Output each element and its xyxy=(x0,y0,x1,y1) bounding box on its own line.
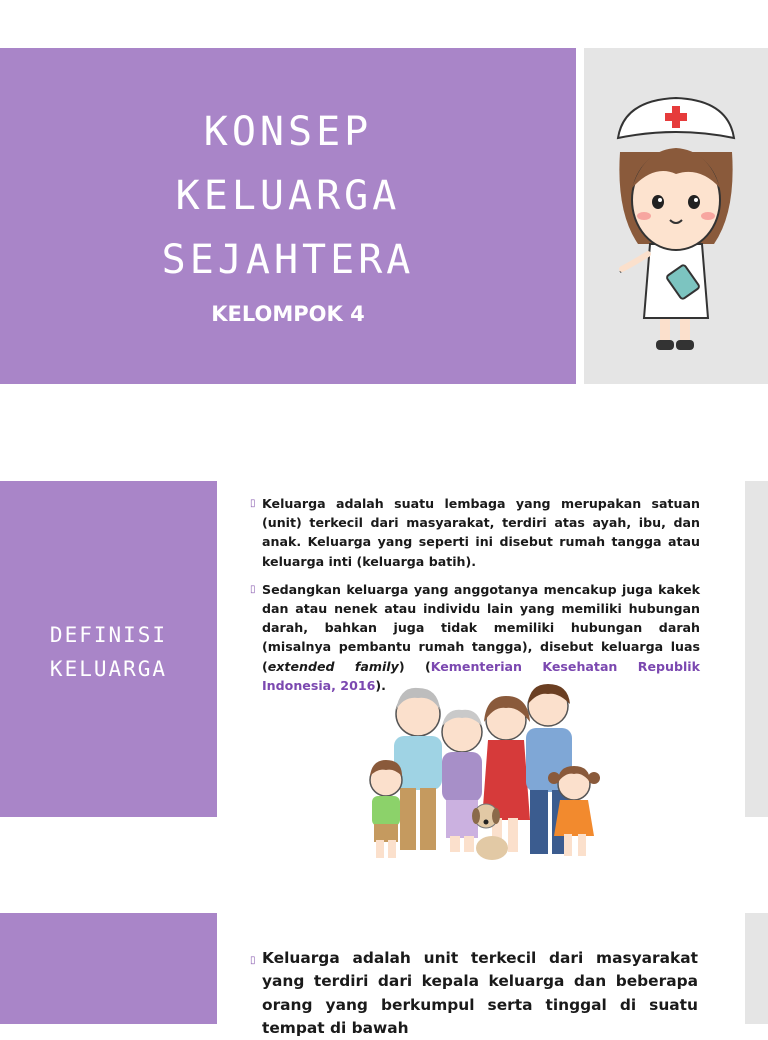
definition-list xyxy=(250,494,700,704)
citation: Kementerian Kesehatan Republik Indonesia, 2016 xyxy=(262,658,701,693)
bullet-icon: ▯ xyxy=(250,498,256,509)
bullet-icon: ▯ xyxy=(250,583,256,595)
family-illustration xyxy=(352,677,614,866)
nurse-illustration xyxy=(604,92,748,360)
section-heading-line-2: KELUARGA xyxy=(49,657,168,681)
section-heading-line-1: DEFINISI xyxy=(49,623,168,647)
list-item xyxy=(250,494,700,571)
bullet-icon: ▯ xyxy=(250,955,256,966)
title-line-1: KONSEP xyxy=(203,109,373,155)
slide-title xyxy=(0,100,576,292)
list-item xyxy=(250,947,698,1040)
side-strip xyxy=(745,913,768,1024)
side-strip xyxy=(745,481,768,817)
bullet-text-end: ). xyxy=(375,677,386,693)
bullet-text-join: ) ( xyxy=(398,658,431,674)
bullet-text: Sedangkan keluarga yang anggotanya mencakup juga kakek dan atau nenek atau individu lain yang memiliki hubungan darah, bahkan juga tidak memiliki hubungan darah (misalnya pembantu rumah tangga), disebut keluarga luas ( xyxy=(262,581,700,674)
section-heading xyxy=(0,618,217,686)
title-line-3: SEJAHTERA xyxy=(161,237,415,283)
section-panel xyxy=(0,913,217,1024)
list-item xyxy=(250,580,700,695)
title-line-2: KELUARGA xyxy=(175,173,401,219)
slide-subtitle: KELOMPOK 4 xyxy=(211,302,365,326)
bullet-text: Keluarga adalah unit terkecil dari masyarakat yang terdiri dari kepala keluarga dan beberapa orang yang berkumpul serta tinggal di suatu tempat di bawah xyxy=(262,949,698,1037)
italic-term: extended family xyxy=(267,658,399,674)
bullet-text: Keluarga adalah suatu lembaga yang merupakan satuan (unit) terkecil dari masyarakat, terdiri atas ayah, ibu, dan anak. Keluarga yang seperti ini disebut rumah tangga atau keluarga inti (keluarga batih). xyxy=(262,496,700,569)
